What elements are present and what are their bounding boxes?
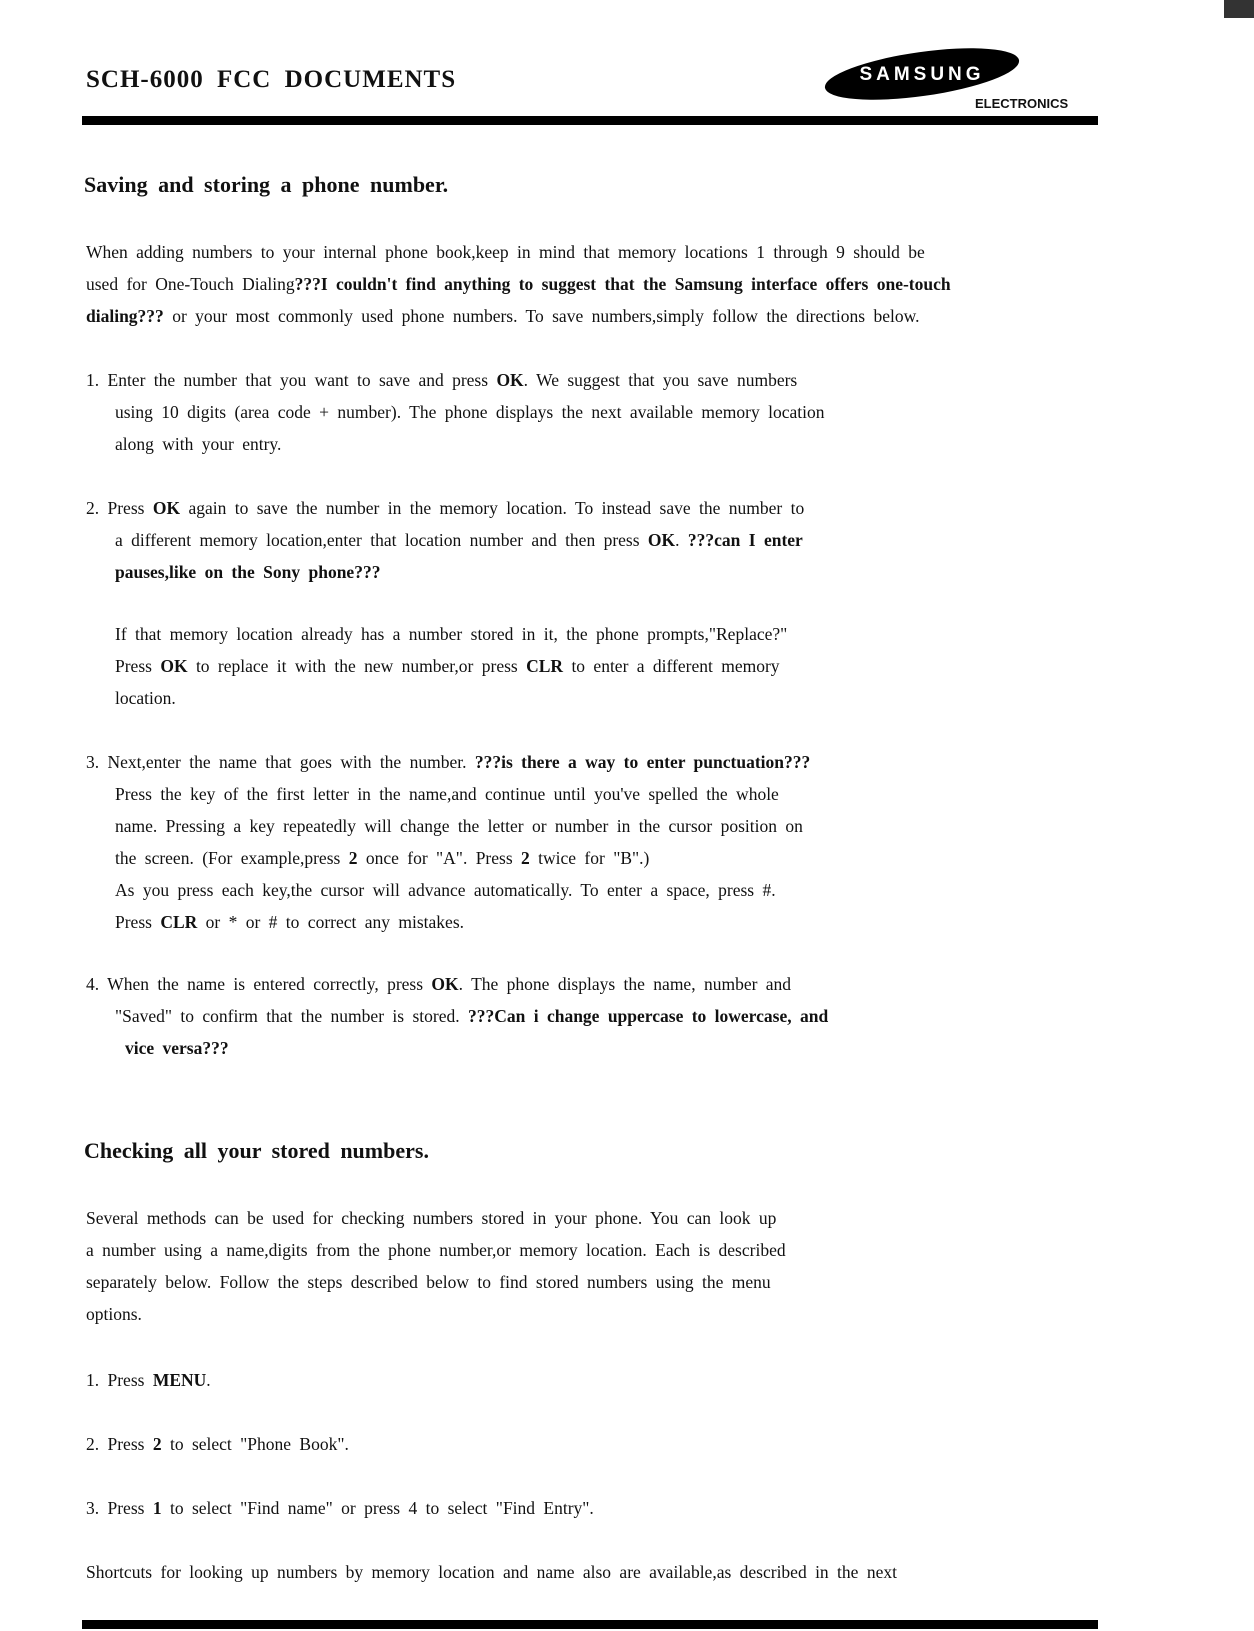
step-2-cont: a different memory location,enter that location number and then press OK. ???can I enter pauses,like on the Sony phone???: [115, 530, 803, 582]
document-title: SCH-6000 FCC DOCUMENTS: [86, 66, 457, 93]
checking-step-1: 1. Press MENU.: [86, 1370, 211, 1390]
shortcuts-paragraph: Shortcuts for looking up numbers by memory location and name also are available,as described in the next: [86, 1562, 897, 1582]
logo-text: SAMSUNG: [859, 64, 985, 85]
footer-rule: [82, 1620, 1098, 1629]
step-4-cont: "Saved" to confirm that the number is stored. ???Can i change uppercase to lowercase, and vice versa???: [115, 1006, 829, 1058]
header-rule: [82, 116, 1098, 125]
step-2-replace-note: If that memory location already has a number stored in it, the phone prompts,"Replace?" Press OK to replace it with the new number,or press CLR to enter a different memory location.: [115, 624, 788, 708]
step-4: 4. When the name is entered correctly, press OK. The phone displays the name, number and: [86, 974, 792, 994]
step-3-cont: Press the key of the first letter in the name,and continue until you've spelled the whole name. Pressing a key repeatedly will change the letter or number in the cursor position on the screen. (For example,press 2 once for "A". Press 2 twice for "B".) As you press each key,the cursor will advance automatically. To enter a space, press #. Press CLR or * or # to correct any mistakes.: [115, 784, 803, 932]
checking-paragraph: Several methods can be used for checking numbers stored in your phone. You can look up a number using a name,digits from the phone number,or memory location. Each is described separately below. Follow the steps described below to find stored numbers using the menu options.: [86, 1208, 786, 1324]
checking-step-2: 2. Press 2 to select "Phone Book".: [86, 1434, 349, 1454]
step-1-cont: using 10 digits (area code + number). The phone displays the next available memory location along with your entry.: [115, 402, 825, 454]
step-3: 3. Next,enter the name that goes with the number. ???is there a way to enter punctuation???: [86, 752, 811, 772]
scan-corner-mark: [1224, 0, 1254, 18]
intro-paragraph: When adding numbers to your internal phone book,keep in mind that memory locations 1 through 9 should be used for One-Touch Dialing???I couldn't find anything to suggest that the Samsung interface offers one-touch dialing??? or your most commonly used phone numbers. To save numbers,simply follow the directions below.: [86, 242, 951, 326]
section-heading-saving: Saving and storing a phone number.: [84, 172, 449, 197]
step-1: 1. Enter the number that you want to save and press OK. We suggest that you save numbers: [86, 370, 798, 390]
section-heading-checking: Checking all your stored numbers.: [84, 1138, 429, 1163]
checking-step-3: 3. Press 1 to select "Find name" or press 4 to select "Find Entry".: [86, 1498, 594, 1518]
samsung-logo: [822, 46, 1022, 102]
step-2: 2. Press OK again to save the number in the memory location. To instead save the number to: [86, 498, 805, 518]
logo-subtitle: ELECTRONICS: [975, 96, 1069, 111]
